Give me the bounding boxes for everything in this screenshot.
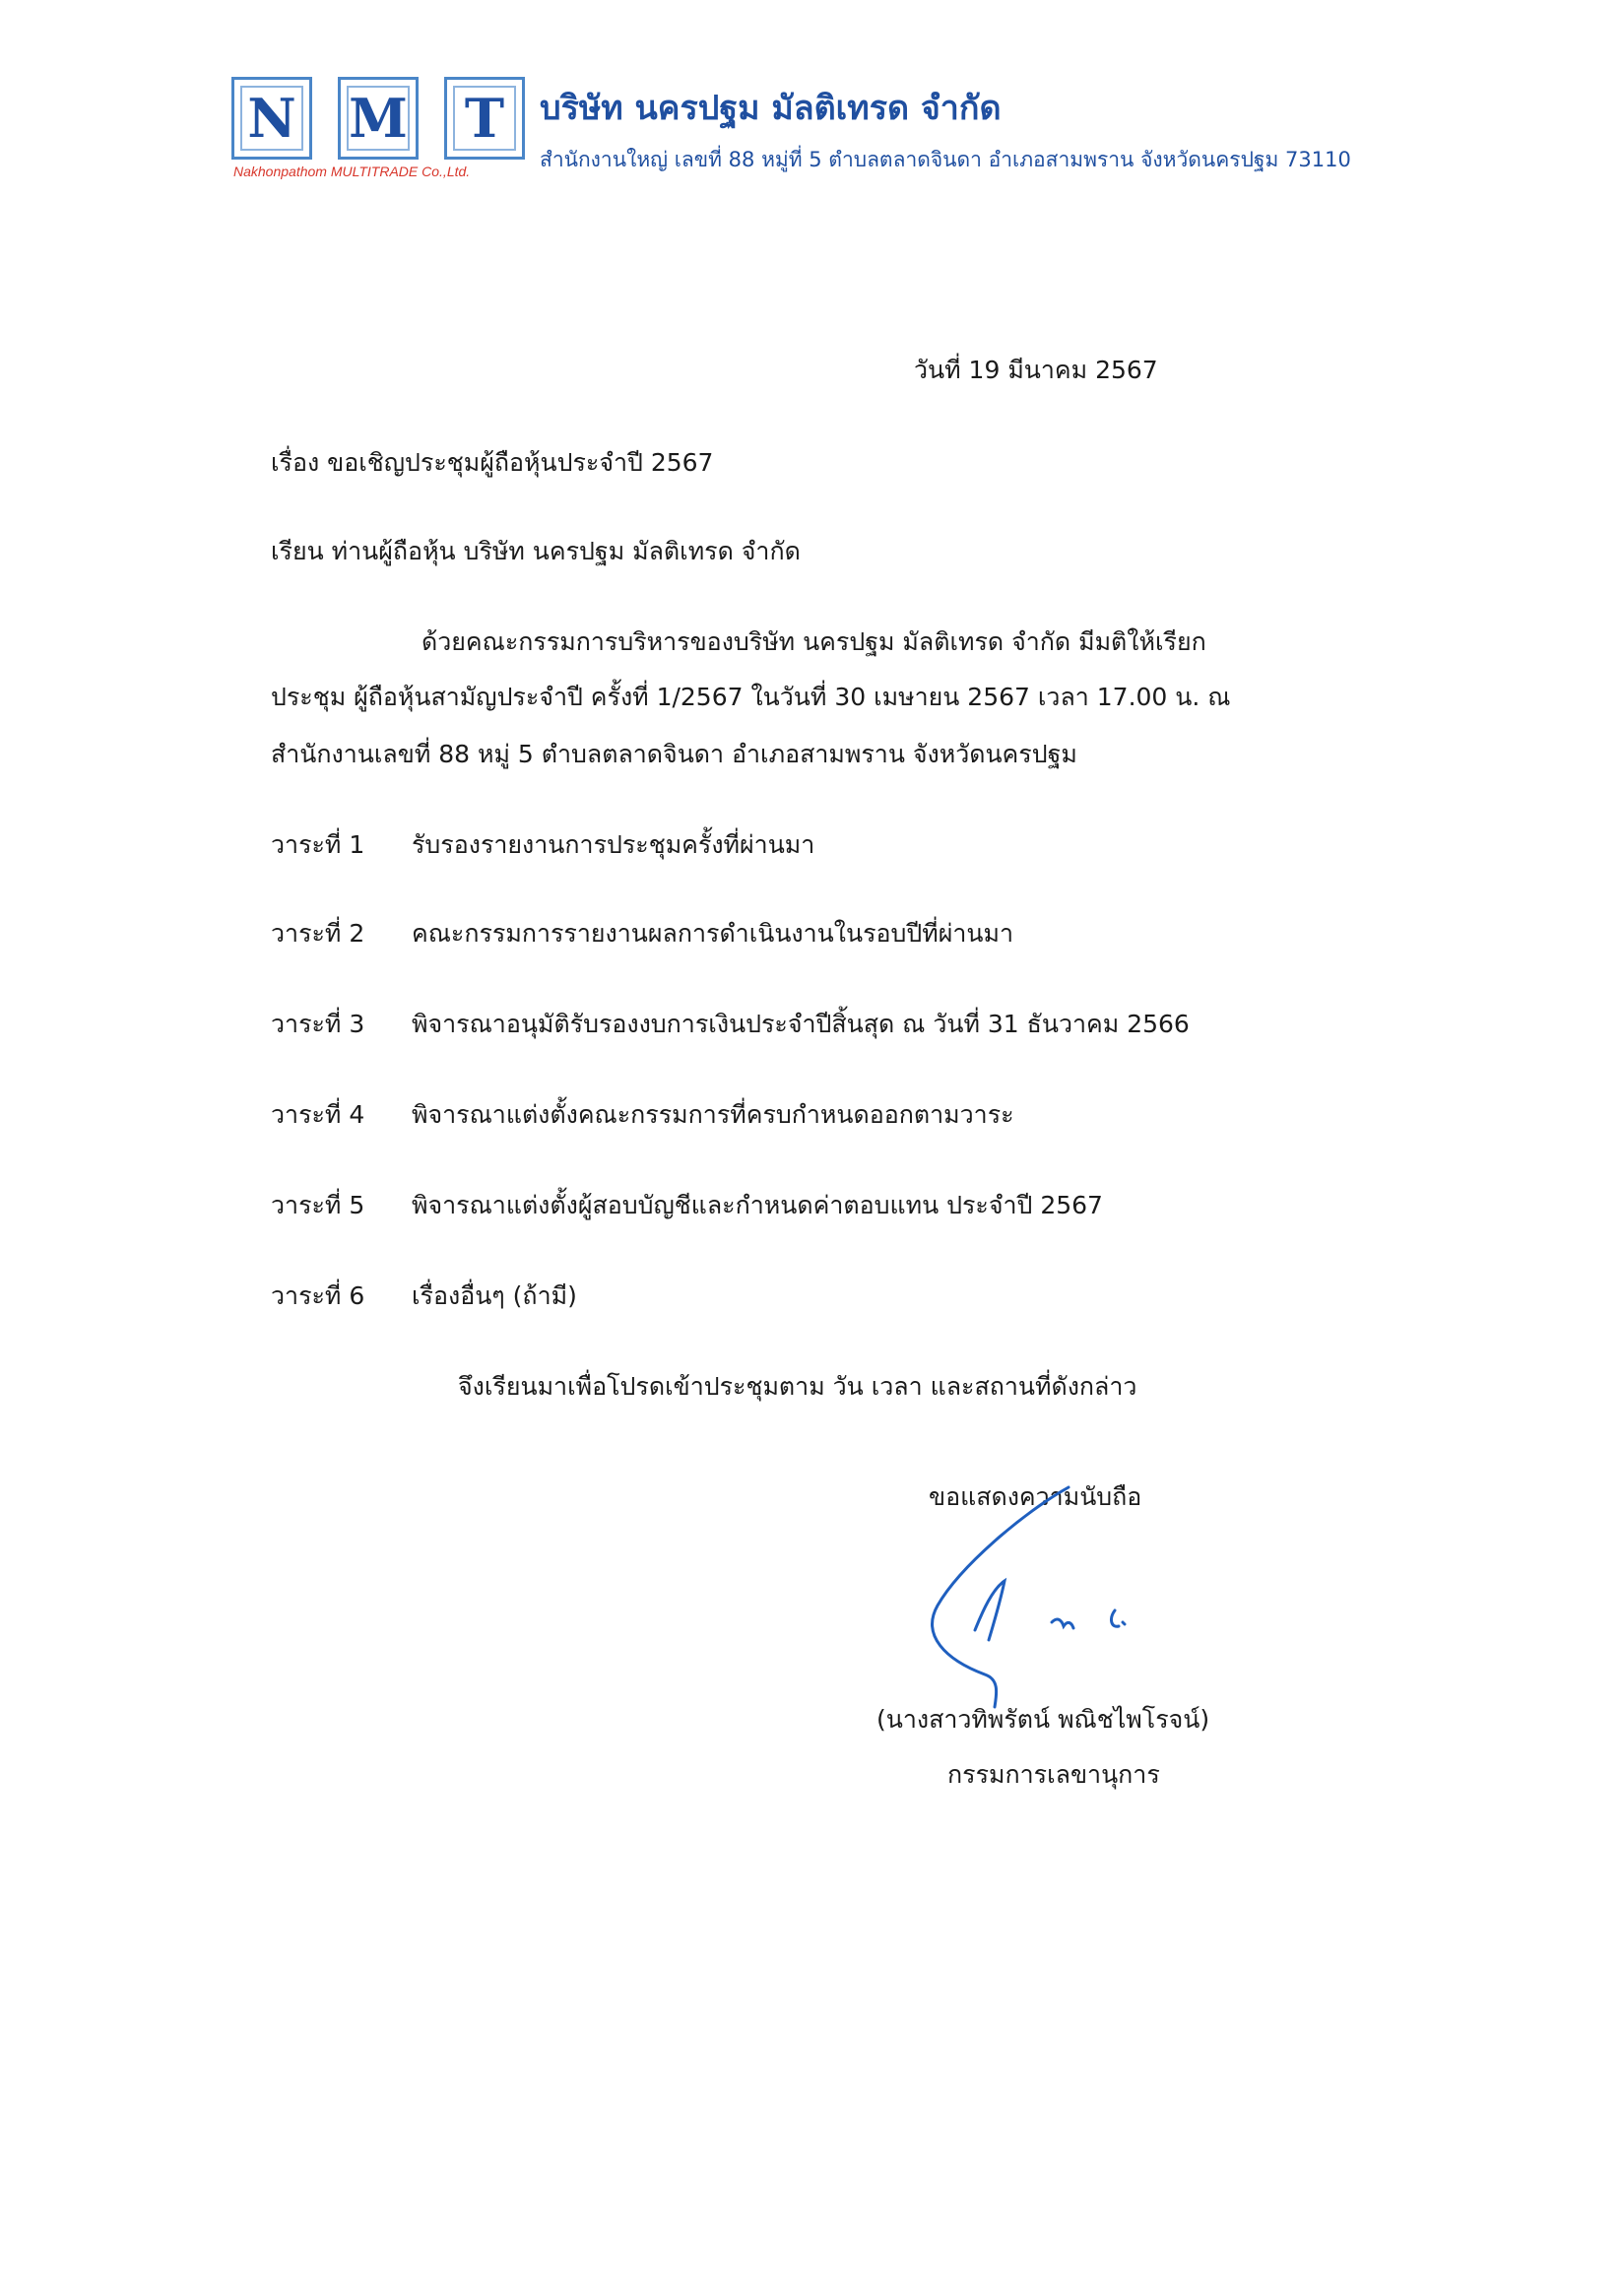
letter-recipient: เรียน ท่านผู้ถือหุ้น บริษัท นครปฐม มัลติเทรด จำกัด <box>271 537 801 565</box>
letter-date: วันที่ 19 มีนาคม 2567 <box>914 356 1158 384</box>
signature-stroke <box>975 1581 1005 1640</box>
company-logo <box>231 69 527 182</box>
agenda-text: รับรองรายงานการประชุมครั้งที่ผ่านมา <box>412 830 815 859</box>
body-line-1: ด้วยคณะกรรมการบริหารของบริษัท นครปฐม มัลติเทรด จำกัด มีมติให้เรียก <box>421 627 1206 656</box>
agenda-number: วาระที่ 3 <box>271 1010 365 1038</box>
logo-letter-t: T <box>453 86 516 151</box>
logo-box-n <box>231 77 312 160</box>
handwritten-signature <box>906 1473 1162 1709</box>
logo-box-t <box>444 77 525 160</box>
agenda-number: วาระที่ 1 <box>271 830 365 859</box>
body-line-2: ประชุม ผู้ถือหุ้นสามัญประจำปี ครั้งที่ 1/2567 ในวันที่ 30 เมษายน 2567 เวลา 17.00 น. ณ <box>271 683 1231 711</box>
agenda-number: วาระที่ 5 <box>271 1191 365 1219</box>
body-line-3: สำนักงานเลขที่ 88 หมู่ 5 ตำบลตลาดจินดา อำเภอสามพราน จังหวัดนครปฐม <box>271 740 1077 768</box>
agenda-text: เรื่องอื่นๆ (ถ้ามี) <box>412 1281 577 1310</box>
letter-subject: เรื่อง ขอเชิญประชุมผู้ถือหุ้นประจำปี 2567 <box>271 448 714 477</box>
agenda-number: วาระที่ 4 <box>271 1100 365 1129</box>
logo-box-m <box>338 77 419 160</box>
logo-letter-n: N <box>240 86 303 151</box>
logo-letter-m: M <box>347 86 410 151</box>
regards-line: ขอแสดงความนับถือ <box>929 1482 1142 1511</box>
company-name: บริษัท นครปฐม มัลติเทรด จำกัด <box>540 89 1002 128</box>
agenda-number: วาระที่ 6 <box>271 1281 365 1310</box>
agenda-text: พิจารณาอนุมัติรับรองงบการเงินประจำปีสิ้นสุด ณ วันที่ 31 ธันวาคม 2566 <box>412 1010 1190 1038</box>
agenda-text: พิจารณาแต่งตั้งคณะกรรมการที่ครบกำหนดออกตามวาระ <box>412 1100 1014 1129</box>
signature-stroke <box>1112 1610 1125 1626</box>
company-address: สำนักงานใหญ่ เลขที่ 88 หมู่ที่ 5 ตำบลตลาดจินดา อำเภอสามพราน จังหวัดนครปฐม 73110 <box>540 148 1351 171</box>
logo-subtitle: Nakhonpathom MULTITRADE Co.,Ltd. <box>233 164 471 179</box>
agenda-text: คณะกรรมการรายงานผลการดำเนินงานในรอบปีที่ผ่านมา <box>412 919 1014 948</box>
signer-name: (นางสาวทิพรัตน์ พณิชไพโรจน์) <box>876 1705 1210 1734</box>
agenda-number: วาระที่ 2 <box>271 919 365 948</box>
agenda-text: พิจารณาแต่งตั้งผู้สอบบัญชีและกำหนดค่าตอบแทน ประจำปี 2567 <box>412 1191 1103 1219</box>
closing-line: จึงเรียนมาเพื่อโปรดเข้าประชุมตาม วัน เวลา และสถานที่ดังกล่าว <box>458 1372 1137 1401</box>
signer-title: กรรมการเลขานุการ <box>947 1760 1160 1789</box>
signature-stroke <box>1052 1619 1073 1628</box>
